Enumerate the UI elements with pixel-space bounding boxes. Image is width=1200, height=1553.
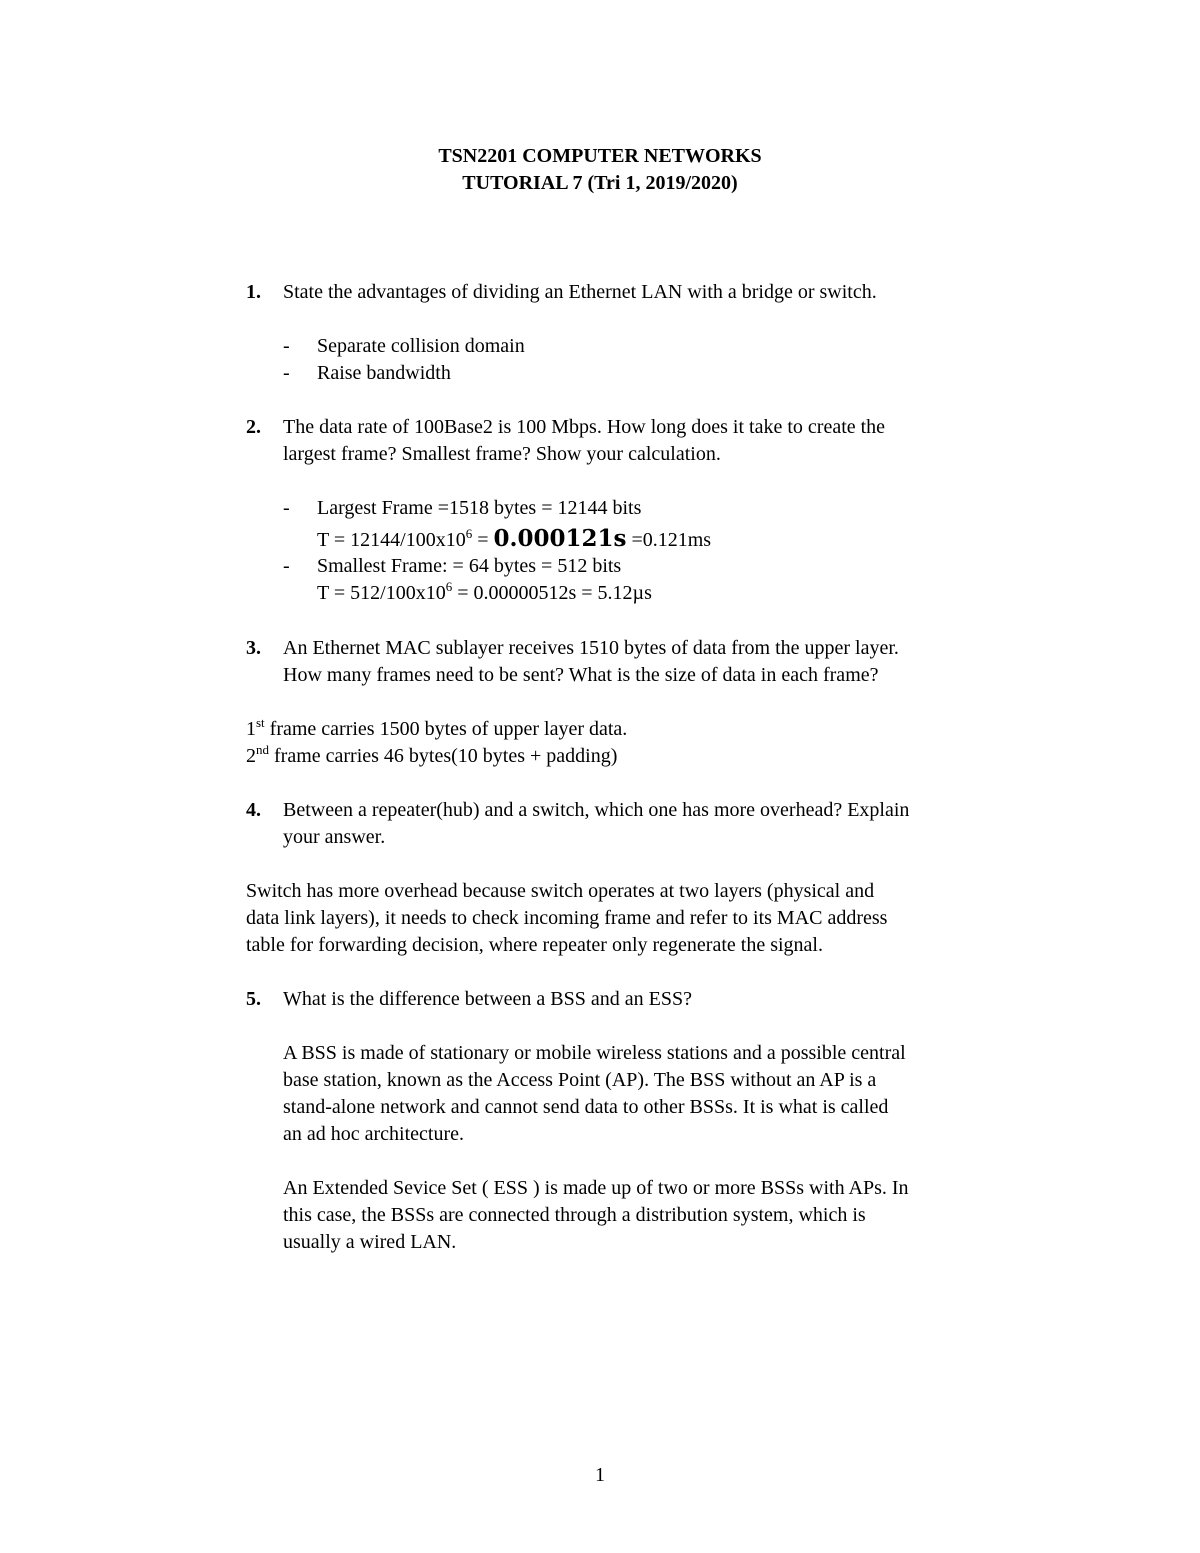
bss-answer-line: A BSS is made of stationary or mobile wireless stations and a possible central [283,1042,906,1064]
calc-exponent: 6 [465,526,473,541]
ess-answer-line: An Extended Sevice Set ( ESS ) is made up of two or more BSSs with APs. In [283,1177,909,1199]
ordinal-number: 1 [246,718,256,740]
answer-line: Switch has more overhead because switch operates at two layers (physical and [246,880,875,902]
page-number: 1 [595,1464,605,1486]
answer-line [246,716,1023,743]
question-number: 1. [246,281,261,303]
calc-prefix: T = 12144/100x10 [317,529,466,551]
largest-frame-label: Largest Frame =1518 bytes = 12144 bits [317,497,642,519]
question-text-line: your answer. [283,826,386,848]
ess-answer-line: usually a wired LAN. [283,1231,457,1253]
question-number: 4. [246,799,261,821]
bullet-dash: - [283,555,290,577]
question-text-line: How many frames need to be sent? What is the size of data in each frame? [283,664,879,686]
question-text: What is the difference between a BSS and an ESS? [283,988,692,1010]
question-text-line: The data rate of 100Base2 is 100 Mbps. How long does it take to create the [283,416,886,438]
question-text-line: largest frame? Smallest frame? Show your calculation. [283,443,721,465]
answer-line: table for forwarding decision, where repeater only regenerate the signal. [246,934,823,956]
ordinal-number: 2 [246,745,256,767]
bss-answer-line: base station, known as the Access Point (AP). The BSS without an AP is a [283,1069,877,1091]
question-number: 2. [246,416,261,438]
smallest-frame-label: Smallest Frame: = 64 bytes = 512 bits [317,555,622,577]
calc-result-bold: 0.000121s [493,525,627,552]
calc-equals: = [472,529,494,551]
calc-suffix: = 0.00000512s = 5.12µs [452,582,652,604]
answer-bullet: Separate collision domain [317,335,525,357]
question-text: State the advantages of dividing an Ethernet LAN with a bridge or switch. [283,281,877,303]
question-number: 3. [246,637,261,659]
bullet-dash: - [283,335,290,357]
smallest-frame-calculation [317,580,652,607]
calc-exponent: 6 [445,579,453,594]
question-text-line: An Ethernet MAC sublayer receives 1510 bytes of data from the upper layer. [283,637,899,659]
largest-frame-calculation [317,525,711,554]
answer-text: frame carries 1500 bytes of upper layer data. [264,718,628,740]
ordinal-suffix: st [256,715,265,730]
document-title: TSN2201 COMPUTER NETWORKS [438,145,762,167]
question-text-line: Between a repeater(hub) and a switch, which one has more overhead? Explain [283,799,910,821]
bss-answer-line: an ad hoc architecture. [283,1123,465,1145]
bullet-dash: - [283,362,290,384]
ordinal-suffix: nd [256,742,269,757]
answer-line [246,743,1023,770]
answer-text: frame carries 46 bytes(10 bytes + padding) [269,745,618,767]
question-number: 5. [246,988,261,1010]
calc-suffix: =0.121ms [626,529,712,551]
document-subtitle: TUTORIAL 7 (Tri 1, 2019/2020) [462,172,738,194]
answer-line: data link layers), it needs to check incoming frame and refer to its MAC address [246,907,888,929]
bullet-dash: - [283,497,290,519]
bss-answer-line: stand-alone network and cannot send data to other BSSs. It is what is called [283,1096,889,1118]
calc-prefix: T = 512/100x10 [317,582,446,604]
answer-bullet: Raise bandwidth [317,362,451,384]
ess-answer-line: this case, the BSSs are connected through a distribution system, which is [283,1204,866,1226]
